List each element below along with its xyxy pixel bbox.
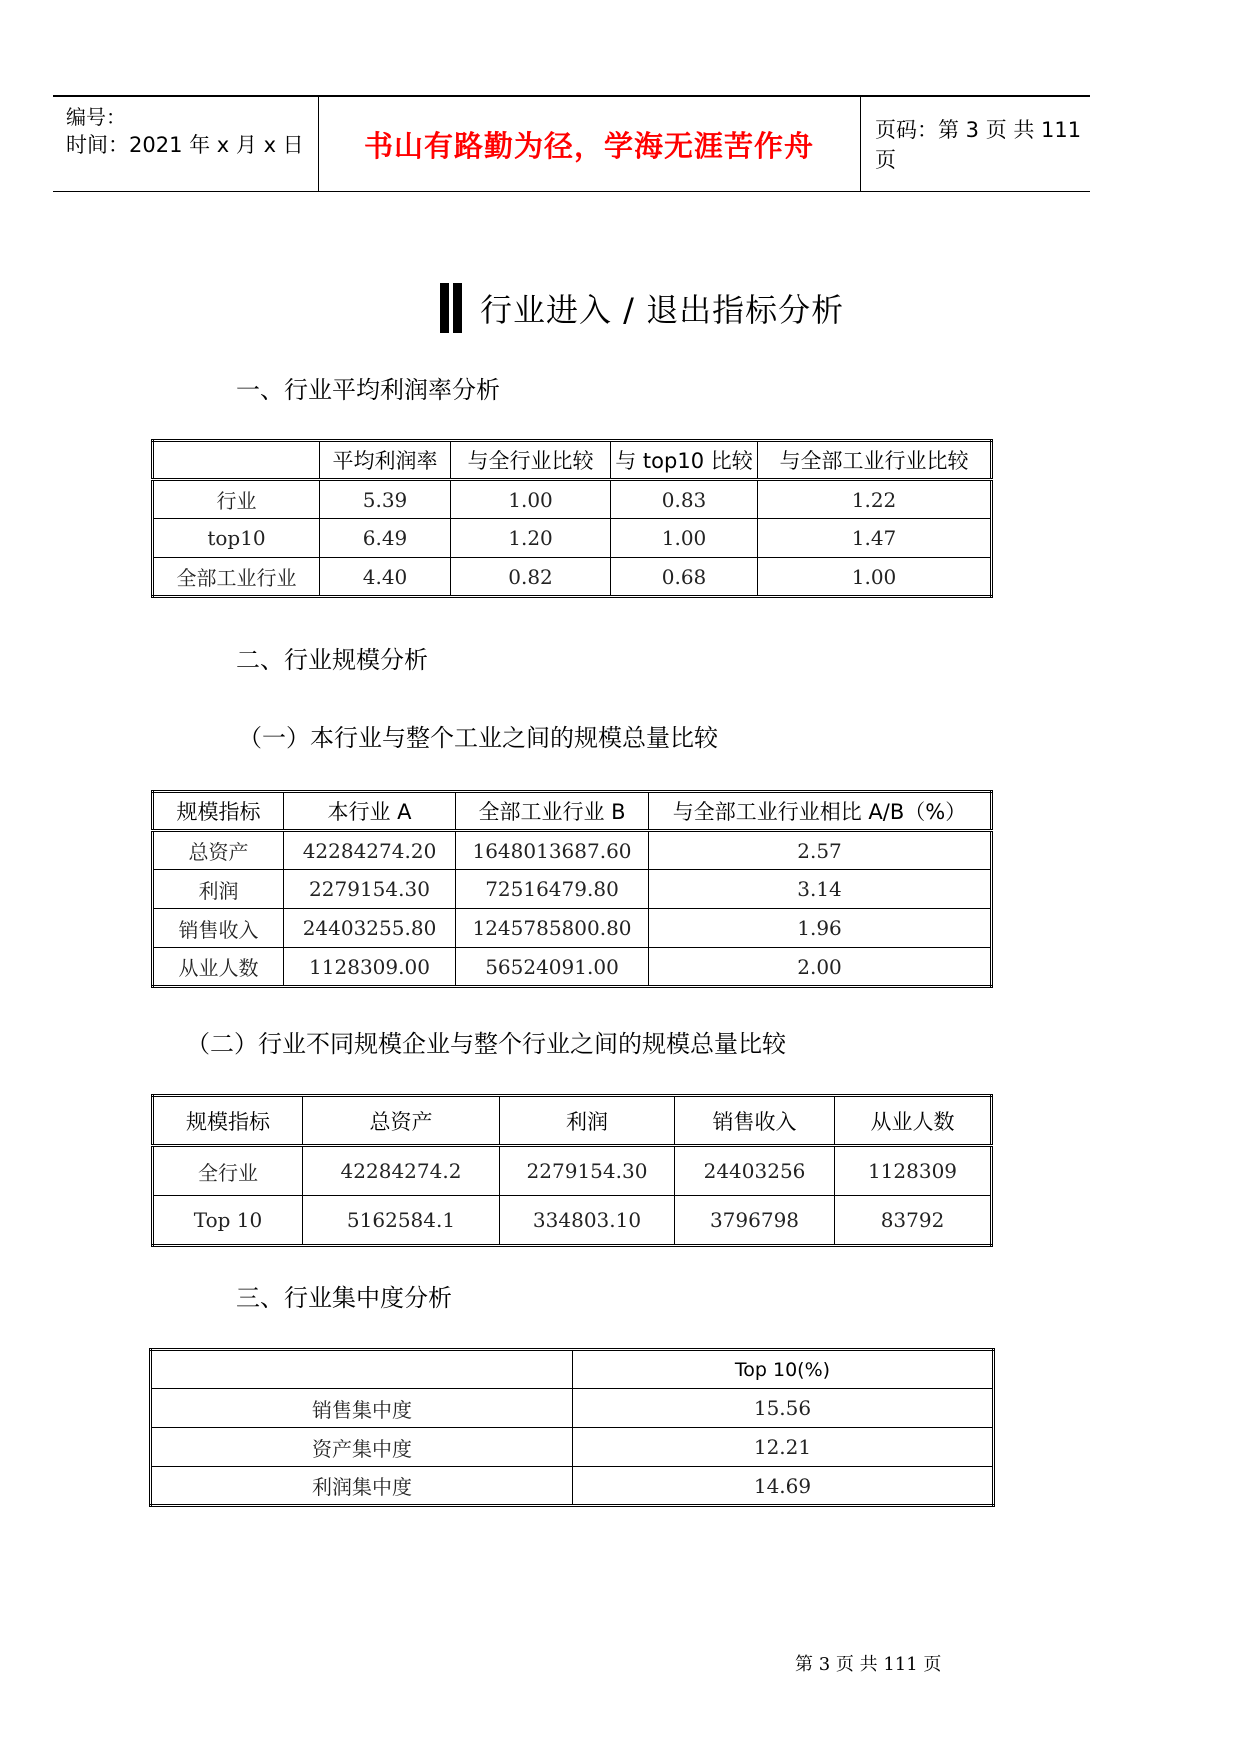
table-header-cell: 与 top10 比较 <box>611 441 758 480</box>
table-cell: 15.56 <box>573 1389 994 1428</box>
table-header-row <box>153 441 992 480</box>
table-cell: 0.82 <box>451 558 611 597</box>
header-motto: 书山有路勤为径，学海无涯苦作舟 <box>363 128 814 163</box>
table-cell: 2279154.30 <box>500 1146 675 1196</box>
table-row <box>151 1467 994 1506</box>
table-row <box>151 1389 994 1428</box>
table-header-cell: 规模指标 <box>153 792 284 831</box>
concentration-table <box>149 1348 995 1507</box>
table-cell: 1.22 <box>758 480 992 519</box>
table-cell: 42284274.2 <box>303 1146 500 1196</box>
table-cell: 5162584.1 <box>303 1196 500 1246</box>
table-header-cell: 本行业 A <box>284 792 456 831</box>
table-row <box>153 1196 992 1246</box>
table-row <box>153 519 992 558</box>
table-cell: 3.14 <box>649 870 992 909</box>
table-cell: 2.57 <box>649 831 992 870</box>
roman-two-icon <box>440 283 462 333</box>
table-row <box>153 1146 992 1196</box>
table-cell: 0.68 <box>611 558 758 597</box>
table-cell: 全部工业行业 <box>153 558 320 597</box>
table-cell: 72516479.80 <box>456 870 649 909</box>
table-cell: 利润集中度 <box>151 1467 573 1506</box>
table-header-cell: 规模指标 <box>153 1096 303 1146</box>
header-page-label: 页码：第 3 页 共 111 页 <box>875 118 1082 172</box>
enterprise-scale-table <box>151 1094 993 1247</box>
table-cell: 24403255.80 <box>284 909 456 948</box>
section2-heading: 二、行业规模分析 <box>236 646 428 674</box>
table-cell: top10 <box>153 519 320 558</box>
section2-sub1-heading: （一）本行业与整个工业之间的规模总量比较 <box>238 724 718 752</box>
table-cell: 行业 <box>153 480 320 519</box>
table-cell: 1.00 <box>611 519 758 558</box>
table-header-cell <box>151 1350 573 1389</box>
table-cell: 12.21 <box>573 1428 994 1467</box>
table-header-row <box>153 1096 992 1146</box>
table-cell: 1.00 <box>758 558 992 597</box>
section3-heading: 三、行业集中度分析 <box>236 1284 452 1312</box>
header-number-label: 编号： <box>66 105 126 129</box>
table-cell: 1.00 <box>451 480 611 519</box>
table-cell: 3796798 <box>675 1196 835 1246</box>
table-row <box>153 480 992 519</box>
table-header-cell: 从业人数 <box>835 1096 992 1146</box>
header-motto-cell <box>318 97 861 191</box>
table-header-cell: 全部工业行业 B <box>456 792 649 831</box>
table-cell: 2.00 <box>649 948 992 987</box>
table-cell: 334803.10 <box>500 1196 675 1246</box>
table-cell: 销售收入 <box>153 909 284 948</box>
table-cell: 6.49 <box>320 519 451 558</box>
table-cell: 从业人数 <box>153 948 284 987</box>
table-header-cell: 平均利润率 <box>320 441 451 480</box>
scale-total-table <box>151 790 993 988</box>
table-cell: 总资产 <box>153 831 284 870</box>
table-header-cell: 与全部工业行业相比 A/B（%） <box>649 792 992 831</box>
section1-heading: 一、行业平均利润率分析 <box>236 376 500 404</box>
table-row <box>153 948 992 987</box>
table-header-row <box>153 792 992 831</box>
table-row <box>153 870 992 909</box>
table-cell: 1128309 <box>835 1146 992 1196</box>
table-cell: 42284274.20 <box>284 831 456 870</box>
chapter-title <box>440 283 844 333</box>
table-cell: 全行业 <box>153 1146 303 1196</box>
table-cell: 4.40 <box>320 558 451 597</box>
table-header-cell: 利润 <box>500 1096 675 1146</box>
table-cell: 利润 <box>153 870 284 909</box>
header-time-label: 时间：2021 年 x 月 x 日 <box>66 133 304 157</box>
table-cell: 资产集中度 <box>151 1428 573 1467</box>
profit-rate-table <box>151 439 993 598</box>
table-row <box>153 909 992 948</box>
table-header-cell: Top 10(%) <box>573 1350 994 1389</box>
table-cell: Top 10 <box>153 1196 303 1246</box>
table-header-cell: 与全部工业行业比较 <box>758 441 992 480</box>
table-cell: 1.20 <box>451 519 611 558</box>
table-cell: 5.39 <box>320 480 451 519</box>
table-cell: 83792 <box>835 1196 992 1246</box>
table-header-row <box>151 1350 994 1389</box>
table-cell: 1.47 <box>758 519 992 558</box>
section2-sub2-heading: （二）行业不同规模企业与整个行业之间的规模总量比较 <box>186 1030 786 1058</box>
table-cell: 1245785800.80 <box>456 909 649 948</box>
table-cell: 2279154.30 <box>284 870 456 909</box>
table-cell: 24403256 <box>675 1146 835 1196</box>
table-header-cell <box>153 441 320 480</box>
table-row <box>153 831 992 870</box>
table-header-cell: 总资产 <box>303 1096 500 1146</box>
table-row <box>153 558 992 597</box>
table-cell: 1.96 <box>649 909 992 948</box>
table-cell: 0.83 <box>611 480 758 519</box>
table-cell: 14.69 <box>573 1467 994 1506</box>
chapter-title-text: 行业进入 / 退出指标分析 <box>480 291 845 329</box>
table-cell: 销售集中度 <box>151 1389 573 1428</box>
table-header-cell: 与全行业比较 <box>451 441 611 480</box>
table-cell: 1128309.00 <box>284 948 456 987</box>
table-cell: 56524091.00 <box>456 948 649 987</box>
header-meta-cell <box>53 97 319 191</box>
table-row <box>151 1428 994 1467</box>
header-page-cell <box>861 97 1090 191</box>
page-header <box>53 95 1090 192</box>
page-footer: 第 3 页 共 111 页 <box>795 1654 942 1675</box>
table-cell: 1648013687.60 <box>456 831 649 870</box>
table-header-cell: 销售收入 <box>675 1096 835 1146</box>
